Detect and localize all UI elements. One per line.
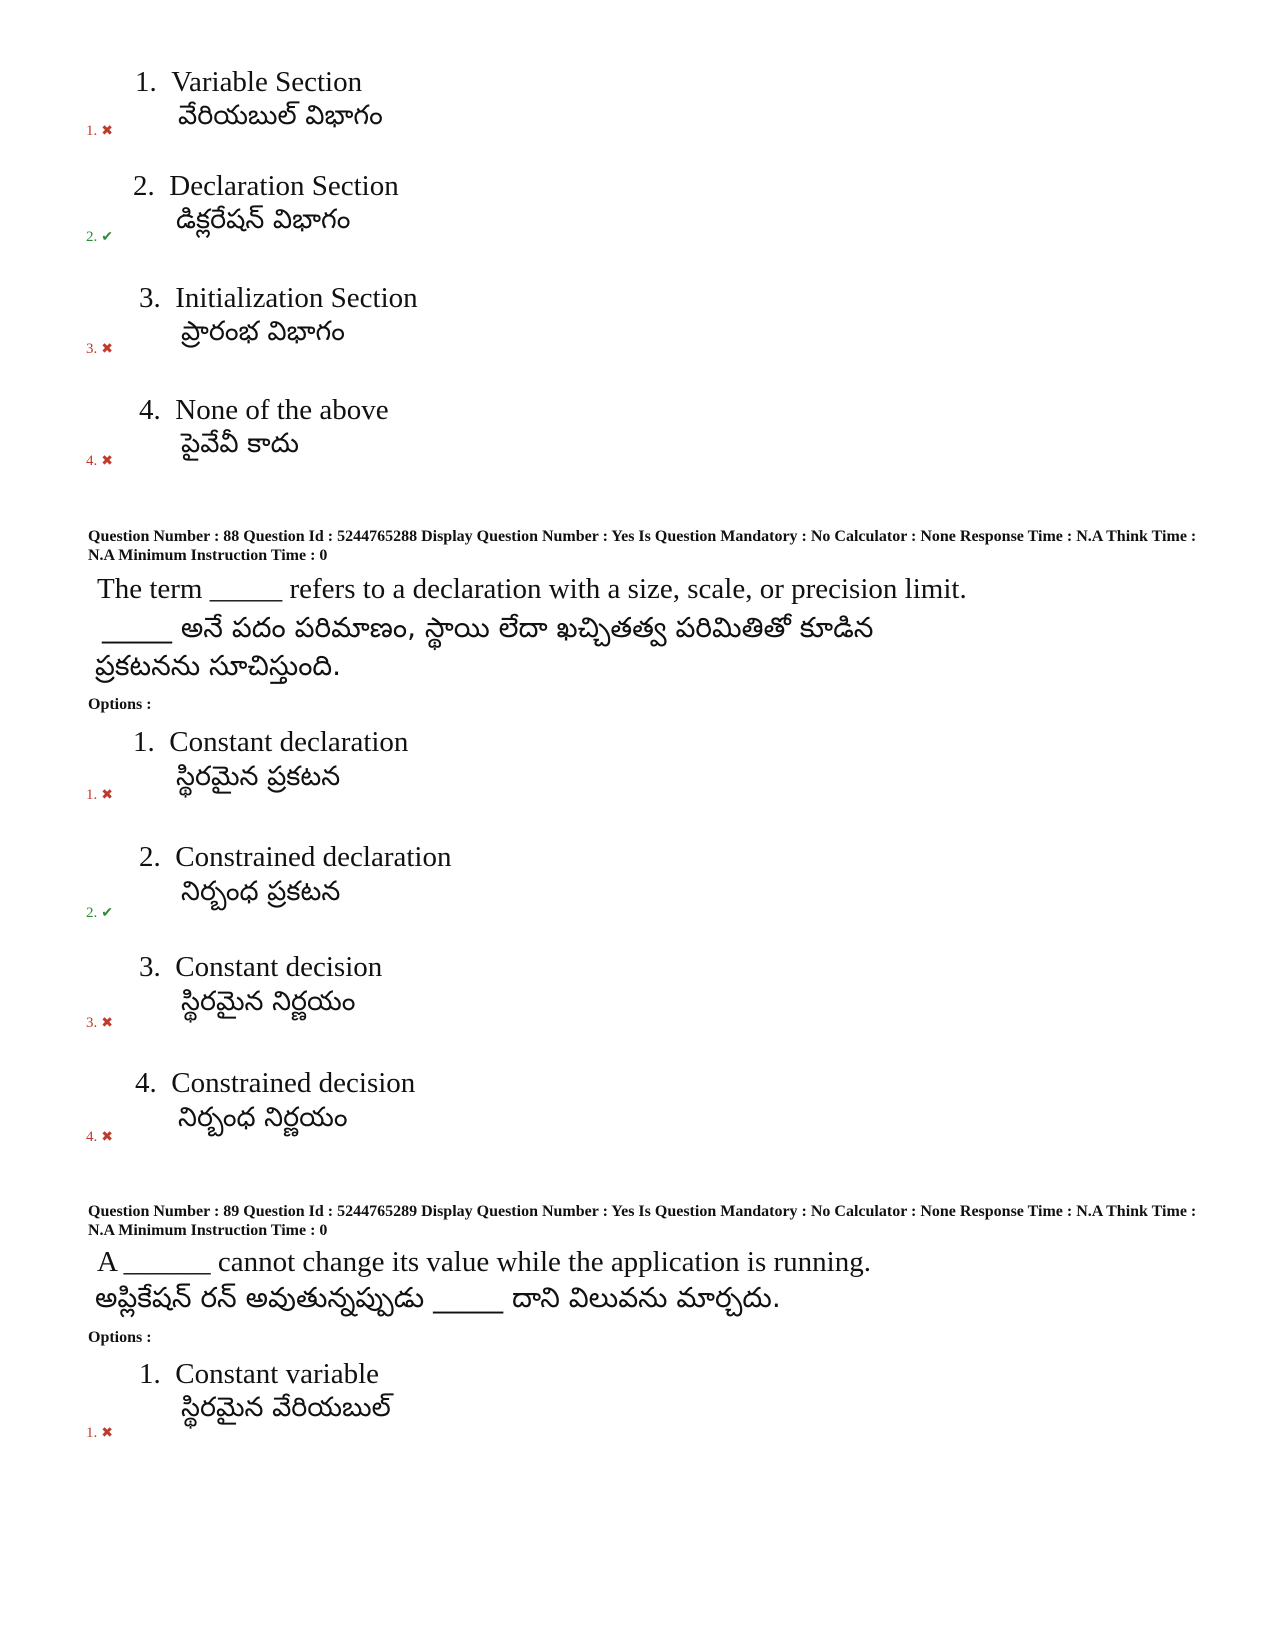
option-text-en: 2. Declaration Section bbox=[133, 170, 399, 202]
option-text-en: 4. Constrained decision bbox=[135, 1067, 416, 1099]
check-icon: ✔ bbox=[101, 906, 113, 921]
option-marker: 1. ✖ bbox=[86, 123, 113, 139]
cross-icon: ✖ bbox=[101, 1016, 113, 1031]
option-text-te: డిక్లరేషన్ విభాగం bbox=[176, 204, 351, 235]
option-text-te: నిర్బంధ ప్రకటన bbox=[181, 876, 341, 907]
option-marker: 2. ✔ bbox=[86, 905, 113, 921]
option-text-en: 1. Constant variable bbox=[139, 1358, 380, 1390]
option-text-en: 3. Constant decision bbox=[139, 951, 383, 983]
option-text-te: వేరియబుల్ విభాగం bbox=[178, 100, 383, 131]
option-marker: 1. ✖ bbox=[86, 787, 113, 803]
option-text-en: 3. Initialization Section bbox=[139, 282, 418, 314]
option-text-en: 1. Constant declaration bbox=[133, 726, 409, 758]
question-meta: Question Number : 89 Question Id : 5244765289 Display Question Number : Yes Is Question Mandatory : No Calculator : None Response Time : N.A Think Time : N.A Minimum Instruction Time : 0 bbox=[88, 1203, 1197, 1239]
question-text-te: _____ అనే పదం పరిమాణం, స్థాయి లేదా ఖచ్చితత్వ పరిమితితో కూడిన bbox=[102, 611, 874, 644]
cross-icon: ✖ bbox=[101, 124, 113, 139]
question-text-en: The term _____ refers to a declaration with a size, scale, or precision limit. bbox=[97, 573, 967, 605]
option-text-te: స్థిరమైన వేరియబుల్ bbox=[181, 1392, 391, 1423]
option-text-en: 2. Constrained declaration bbox=[139, 841, 452, 873]
cross-icon: ✖ bbox=[101, 1130, 113, 1145]
option-marker: 3. ✖ bbox=[86, 1015, 113, 1031]
check-icon: ✔ bbox=[101, 230, 113, 245]
option-text-te: ప్రారంభ విభాగం bbox=[181, 316, 345, 347]
option-marker: 4. ✖ bbox=[86, 453, 113, 469]
option-text-te: నిర్బంధ నిర్ణయం bbox=[178, 1102, 348, 1133]
option-text-en: 1. Variable Section bbox=[135, 66, 363, 98]
option-marker: 2. ✔ bbox=[86, 229, 113, 245]
option-text-te: స్థిరమైన నిర్ణయం bbox=[181, 986, 356, 1017]
option-marker: 3. ✖ bbox=[86, 341, 113, 357]
cross-icon: ✖ bbox=[101, 1426, 113, 1441]
options-label: Options : bbox=[88, 1329, 152, 1346]
options-label: Options : bbox=[88, 696, 152, 713]
option-marker: 4. ✖ bbox=[86, 1129, 113, 1145]
cross-icon: ✖ bbox=[101, 454, 113, 469]
option-text-te: పైవేవీ కాదు bbox=[181, 428, 299, 459]
question-text-te: ప్రకటనను సూచిస్తుంది. bbox=[95, 649, 342, 682]
question-text-en: A ______ cannot change its value while the application is running. bbox=[97, 1246, 871, 1278]
cross-icon: ✖ bbox=[101, 788, 113, 803]
question-meta: Question Number : 88 Question Id : 5244765288 Display Question Number : Yes Is Question Mandatory : No Calculator : None Response Time : N.A Think Time : N.A Minimum Instruction Time : 0 bbox=[88, 528, 1197, 564]
option-marker: 1. ✖ bbox=[86, 1425, 113, 1441]
question-text-te: అప్లికేషన్ రన్ అవుతున్నప్పుడు _____ దాని విలువను మార్చదు. bbox=[95, 1281, 781, 1314]
option-text-te: స్థిరమైన ప్రకటన bbox=[176, 761, 341, 792]
cross-icon: ✖ bbox=[101, 342, 113, 357]
option-text-en: 4. None of the above bbox=[139, 394, 389, 426]
